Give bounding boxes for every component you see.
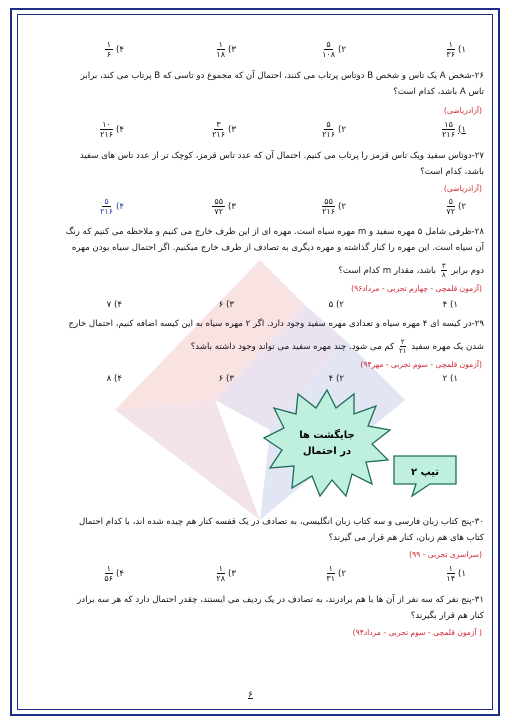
burst-line1: جایگشت ها — [299, 430, 355, 441]
bubble-text: تیپ ۲ — [410, 467, 440, 478]
q27-options — [28, 197, 484, 223]
q27-option-1[interactable]: ۲) $\frac{۵}{۷۲}$ — [446, 197, 466, 216]
fraction: $\frac{۵}{۱۰۸}$ — [322, 40, 336, 59]
q25-options — [28, 40, 484, 66]
q25-option-2[interactable]: ۲) $\frac{۵}{۱۰۸}$ — [322, 40, 346, 59]
starburst-badge — [262, 388, 392, 498]
q28-text-line2: آن سیاه است. این مهره را کنار گذاشته و مهره دیگری به تصادف از ظرف خارج میکنیم. اگر احتمال سیاه بودن مهره — [71, 243, 484, 253]
fraction: $\frac{۱}{۶}$ — [106, 40, 112, 59]
q26-option-3[interactable]: ۳) $\frac{۳}{۲۱۶}$ — [212, 120, 236, 139]
q29-option-3[interactable]: ۳) ۶ — [218, 374, 234, 384]
q27-option-3[interactable]: ۳) $\frac{۵۵}{۷۲}$ — [214, 197, 236, 216]
fraction: $\frac{۱}{۵۶}$ — [104, 564, 114, 583]
q27-text-line2: باشد، کدام است؟ — [420, 167, 484, 177]
fraction: $\frac{۱}{۱۸}$ — [216, 40, 226, 59]
q26-source: (آزادریاضی) — [443, 106, 482, 115]
fraction: $\frac{۱}{۱۴}$ — [446, 564, 456, 583]
q28-option-2[interactable]: ۲) ۵ — [328, 300, 344, 310]
fraction: $\frac{۳}{۲۱۶}$ — [212, 120, 226, 139]
q25-option-1[interactable]: ۱) $\frac{۱}{۳۶}$ — [446, 40, 466, 59]
fraction: $\frac{۱}{۲۸}$ — [216, 564, 226, 583]
q31-text-line1: ۳۱-پنج نفر که سه نفر از آن ها با هم برادرند، به تصادف در یک ردیف می ایستند، چقدر احتمال دارد که هر سه برادر — [77, 595, 484, 605]
q31-text-line2: کنار هم قرار بگیرند؟ — [410, 611, 484, 621]
q26-options — [28, 120, 484, 146]
fraction: $\frac{۵۵}{۲۱۶}$ — [322, 197, 336, 216]
q29-source: (آزمون قلمچی - سوم تجربی - مهر۹۴) — [360, 360, 482, 369]
q29-text-line1: ۲۹-در کیسه ای ۴ مهره سیاه و تعدادی مهره سفید وجود دارد. اگر ۲ مهره سیاه به این کیسه اضافه کنیم، احتمال خارج — [68, 319, 484, 329]
q30-option-4[interactable]: ۴) $\frac{۱}{۵۶}$ — [104, 564, 124, 583]
q28-text-line3: دوم برابر $\frac{۳}{۸}$ باشد، مقدار m کدام است؟ — [338, 262, 484, 279]
fraction: $\frac{۵}{۲۱۶}$ — [100, 197, 114, 216]
fraction: $\frac{۱}{۳۱}$ — [326, 564, 336, 583]
q25-option-4[interactable]: ۴) $\frac{۱}{۶}$ — [106, 40, 124, 59]
q28-text-line1: ۲۸-ظرفی شامل ۵ مهره سفید و m مهره سیاه است. مهره ای از این ظرف خارج می کنیم و ملاحظه می کنیم که رنگ — [65, 227, 484, 237]
q27-option-2[interactable]: ۲) $\frac{۵۵}{۲۱۶}$ — [322, 197, 346, 216]
q30-text-line1: ۳۰-پنج کتاب زبان فارسی و سه کتاب زبان انگلیسی، به تصادف در یک قفسه کنار هم چیده شده اند، با کدام احتمال — [78, 517, 484, 527]
q28-option-3[interactable]: ۳) ۶ — [218, 300, 234, 310]
q29-option-4[interactable]: ۴) ۸ — [106, 374, 122, 384]
q29-option-2[interactable]: ۲) ۴ — [328, 374, 344, 384]
q29-options — [28, 374, 484, 400]
q30-source: (سراسری تجربی - ۹۹) — [409, 550, 482, 559]
q28-source: (آزمون قلمچی - چهارم تجربی - مرداد۹۶) — [351, 284, 482, 293]
q27-text-line1: ۲۷-دوتاس سفید ویک تاس قرمز را پرتاب می کنیم. احتمال آن که عدد تاس قرمز، کوچک تر از عدد تاس های سفید — [79, 151, 484, 161]
q26-option-4[interactable]: ۴) $\frac{۱۰}{۲۱۶}$ — [100, 120, 124, 139]
fraction: $\frac{۱۵}{۲۱۶}$ — [442, 120, 456, 139]
q30-options — [28, 564, 484, 590]
burst-line2: در احتمال — [302, 446, 352, 457]
q27-source: (آزادریاضی) — [443, 184, 482, 193]
fraction: $\frac{۵۵}{۷۲}$ — [214, 197, 224, 216]
q28-option-4[interactable]: ۴) ۷ — [106, 300, 122, 310]
q26-option-1[interactable]: ۱) $\frac{۱۵}{۲۱۶}$ — [442, 120, 466, 139]
q25-option-3[interactable]: ۳) $\frac{۱}{۱۸}$ — [216, 40, 236, 59]
q29-option-1[interactable]: ۱) ۲ — [442, 374, 458, 384]
q26-option-2[interactable]: ۲) $\frac{۵}{۲۱۶}$ — [322, 120, 346, 139]
page-number: ۶ — [248, 690, 253, 700]
fraction: $\frac{۱۰}{۲۱۶}$ — [100, 120, 114, 139]
q26-text-line2: تاس A باشد، کدام است؟ — [393, 87, 484, 97]
q26-text-line1: ۲۶-شخص A یک تاس و شخص B دوتاس پرتاب می کنند، احتمال آن که مجموع دو تاسی که B پرتاب می کند، برابر — [80, 71, 484, 81]
fraction: $\frac{۵}{۷۲}$ — [446, 197, 456, 216]
q30-option-1[interactable]: ۱) $\frac{۱}{۱۴}$ — [446, 564, 466, 583]
fraction: $\frac{۲}{۲۱}$ — [398, 338, 407, 355]
q30-option-2[interactable]: ۲) $\frac{۱}{۳۱}$ — [326, 564, 346, 583]
q30-text-line2: کتاب های هم زبان، کنار هم قرار می گیرند؟ — [328, 533, 484, 543]
fraction: $\frac{۳}{۸}$ — [441, 262, 446, 279]
fraction: $\frac{۱}{۳۶}$ — [446, 40, 456, 59]
q28-option-1[interactable]: ۱) ۴ — [442, 300, 458, 310]
q29-text-line2: شدن یک مهره سفید $\frac{۲}{۲۱}$ کم می شود. چند مهره سفید می تواند وجود داشته باشد؟ — [190, 338, 484, 355]
fraction: $\frac{۵}{۲۱۶}$ — [322, 120, 336, 139]
q31-source: ( آزمون قلمچی - سوم تجربی - مرداد۹۴) — [352, 628, 482, 637]
tip-bubble — [390, 452, 460, 498]
q30-option-3[interactable]: ۳) $\frac{۱}{۲۸}$ — [216, 564, 236, 583]
q27-option-4[interactable]: ۴) $\frac{۵}{۲۱۶}$ — [100, 197, 124, 216]
